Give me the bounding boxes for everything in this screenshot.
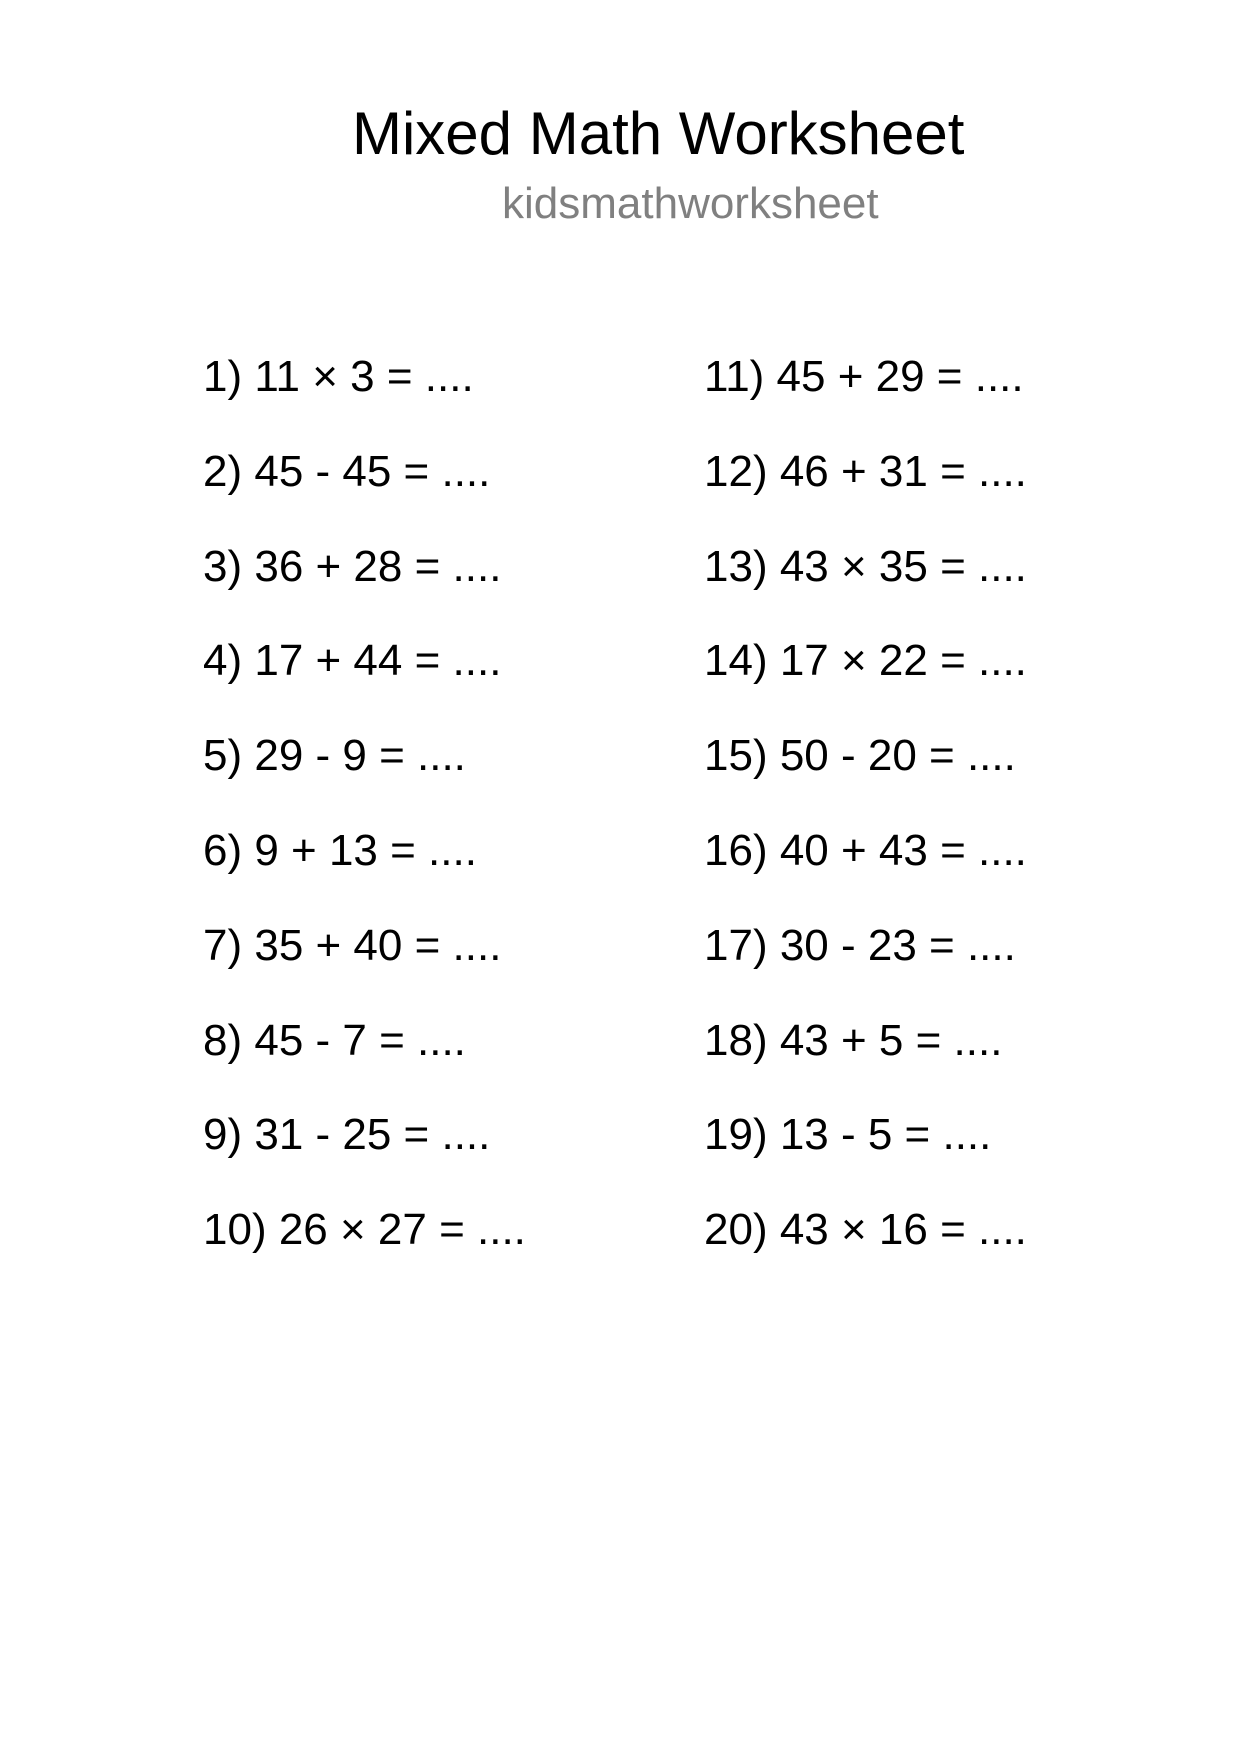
problem-item: 10) 26 × 27 = ....	[203, 1205, 526, 1255]
problem-item: 15) 50 - 20 = ....	[704, 731, 1016, 781]
problem-item: 5) 29 - 9 = ....	[203, 731, 466, 781]
problem-item: 1) 11 × 3 = ....	[203, 352, 474, 401]
problem-item: 14) 17 × 22 = ....	[704, 636, 1027, 686]
problem-item: 17) 30 - 23 = ....	[704, 920, 1016, 970]
problem-column-right	[704, 352, 1027, 1303]
problem-item: 12) 46 + 31 = ....	[704, 446, 1027, 496]
problem-item: 3) 36 + 28 = ....	[203, 541, 502, 591]
worksheet-title: Mixed Math Worksheet	[352, 100, 965, 167]
problem-item: 18) 43 + 5 = ....	[704, 1015, 1003, 1065]
problem-item: 20) 43 × 16 = ....	[704, 1205, 1027, 1255]
problem-item: 16) 40 + 43 = ....	[704, 825, 1027, 875]
problem-item: 6) 9 + 13 = ....	[203, 825, 477, 875]
problem-item: 8) 45 - 7 = ....	[203, 1015, 466, 1065]
problem-item: 9) 31 - 25 = ....	[203, 1110, 491, 1160]
problem-item: 19) 13 - 5 = ....	[704, 1110, 992, 1160]
problem-item: 2) 45 - 45 = ....	[203, 446, 491, 496]
problem-item: 7) 35 + 40 = ....	[203, 920, 502, 970]
problem-item: 4) 17 + 44 = ....	[203, 636, 502, 686]
problem-item: 13) 43 × 35 = ....	[704, 541, 1027, 591]
problem-column-left	[203, 352, 526, 1303]
worksheet-source-label: kidsmathworksheet	[502, 179, 879, 228]
problem-item: 11) 45 + 29 = ....	[704, 352, 1024, 401]
